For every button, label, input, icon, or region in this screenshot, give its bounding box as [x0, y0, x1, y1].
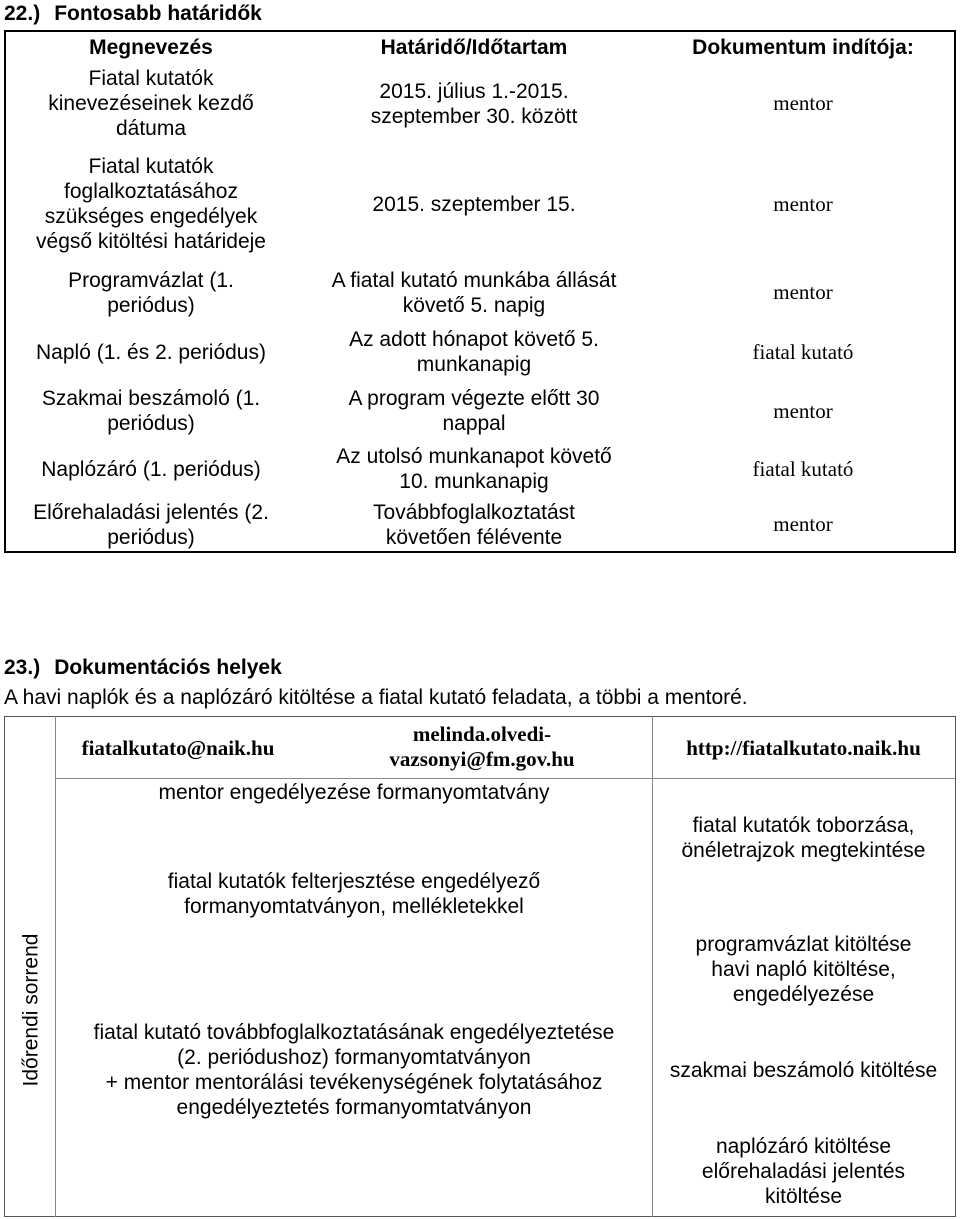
website-link[interactable]: http://fiatalkutato.naik.hu	[686, 735, 921, 760]
closing-report-task: naplózáró kitöltése előrehaladási jelentés kitöltése	[701, 1134, 906, 1208]
email-fiatalkutato[interactable]: fiatalkutato@naik.hu	[81, 735, 275, 760]
mentor-approval-form: mentor engedélyezése formanyomtatvány	[158, 780, 550, 804]
section-number: 22.)	[4, 2, 41, 25]
email-melinda[interactable]: melinda.olvedi- vazsonyi@fm.gov.hu	[389, 722, 575, 771]
deadline-row-4-deadline: Az adott hónapot követő 5. munkanapig	[349, 328, 599, 376]
deadline-row-1-initiator: mentor	[773, 91, 833, 115]
deadline-row-4-name: Napló (1. és 2. periódus)	[36, 340, 266, 364]
section-23-paragraph: A havi naplók és a naplózáró kitöltése a fiatal kutató feladata, a többi a mentoré.	[4, 686, 748, 709]
deadline-row-2-name: Fiatal kutatók foglalkoztatásához szükséges engedélyek végső kitöltési határideje	[36, 155, 266, 253]
deadline-row-6-initiator: fiatal kutató	[752, 456, 854, 481]
chronological-order-label: Időrendi sorrend	[19, 933, 42, 1087]
deadline-row-1-deadline: 2015. július 1.-2015. szeptember 30. között	[370, 79, 578, 128]
section-title: Dokumentációs helyek	[54, 656, 282, 679]
deadline-row-7-deadline: Továbbfoglalkoztatást követően félévente	[373, 500, 575, 549]
deadline-row-3-deadline: A fiatal kutató munkába állását követő 5. napig	[331, 268, 617, 317]
deadline-row-3-initiator: mentor	[773, 280, 833, 304]
recruitment-task: fiatal kutatók toborzása, önéletrajzok megtekintése	[681, 814, 926, 862]
professional-report-task: szakmai beszámoló kitöltése	[669, 1058, 938, 1082]
continuation-form: fiatal kutató továbbfoglalkoztatásának engedélyeztetése (2. periódushoz) formanyomtatványon + mentor mentorálási tevékenységének folytatásához engedélyeztetés formanyomtatványon	[93, 1021, 615, 1119]
deadline-row-2-initiator: mentor	[773, 191, 833, 216]
deadline-row-6-deadline: Az utolsó munkanapot követő 10. munkanapig	[336, 445, 612, 493]
section-22-heading	[4, 2, 262, 26]
header-deadline: Határidő/Időtartam	[380, 35, 568, 59]
section-23-heading	[4, 656, 282, 680]
nomination-form: fiatal kutatók felterjesztése engedélyező formanyomtatványon, mellékletekkel	[167, 870, 541, 918]
deadline-row-3-name: Programvázlat (1. periódus)	[68, 268, 234, 317]
deadline-row-6-name: Naplózáró (1. periódus)	[41, 457, 261, 481]
deadline-row-2-deadline: 2015. szeptember 15.	[372, 192, 576, 216]
deadline-row-7-name: Előrehaladási jelentés (2. periódus)	[33, 500, 269, 549]
deadline-row-5-deadline: A program végezte előtt 30 nappal	[348, 387, 600, 435]
section-title: Fontosabb határidők	[54, 2, 262, 25]
program-outline-task: programvázlat kitöltése havi napló kitöltése, engedélyezése	[695, 932, 912, 1006]
deadline-row-5-name: Szakmai beszámoló (1. periódus)	[41, 387, 261, 435]
deadline-row-5-initiator: mentor	[773, 398, 833, 423]
section-number: 23.)	[4, 656, 41, 679]
deadline-row-7-initiator: mentor	[773, 512, 833, 536]
deadline-row-4-initiator: fiatal kutató	[752, 339, 854, 364]
header-name: Megnevezés	[89, 35, 213, 59]
header-initiator: Dokumentum indítója:	[692, 35, 914, 59]
deadline-row-1-name: Fiatal kutatók kinevezéseinek kezdő dátuma	[48, 67, 254, 140]
